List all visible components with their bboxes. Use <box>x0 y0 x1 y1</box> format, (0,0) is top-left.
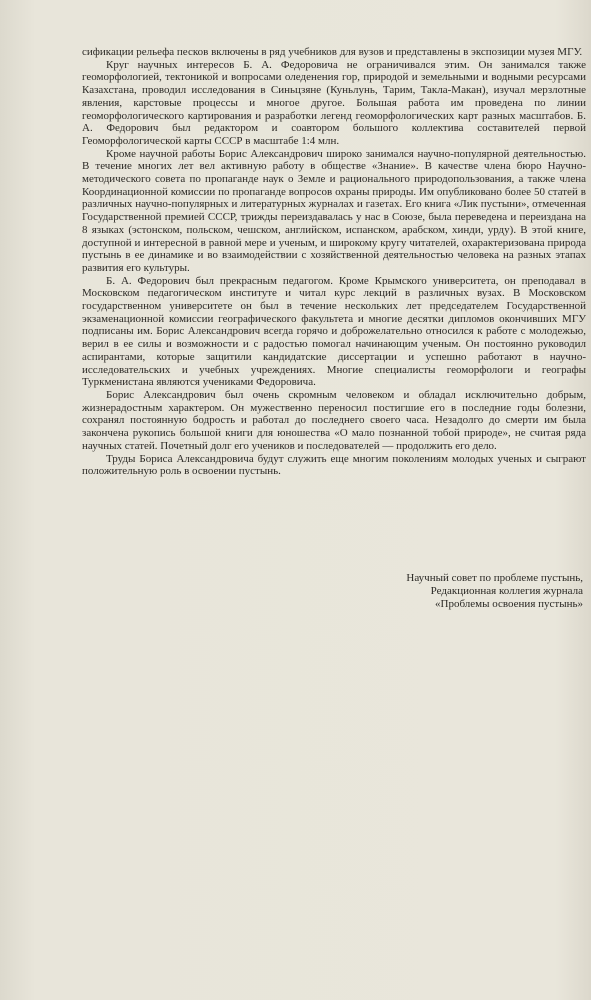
paragraph-popular-science: Кроме научной работы Борис Александрович широко занимался научно-популярной деятельностью. В течение многих лет вел активную работу в обществе «Знание». В качестве члена бюро Научно-методического совета по пропаганде наук о Земле и рационального природопользования, а также члена Координационной комиссии по пропаганде вопросов охраны природы. Им опубликовано более 50 статей в различных научно-популярных и литературных журналах и газетах. Его книга «Лик пустыни», отмеченная Государственной премией СССР, трижды переиздавалась у нас в Союзе, была переведена и переиздана на 8 языках (эстонском, польском, чешском, английском, испанском, арабском, хинди, урду). В этой книге, доступной и интересной в равной мере и ученым, и широкому кругу читателей, охарактеризована природа пустынь в ее динамике и во взаимодействии с хозяйственной деятельностью человека на разных этапах развития его культуры. <box>82 147 586 274</box>
signature-line-editorial: Редакционная коллегия журнала <box>430 585 583 597</box>
article-body <box>82 46 586 478</box>
paragraph-research-interests: Круг научных интересов Б. А. Федоровича не ограничивался этим. Он занимался также геоморфологией, тектоникой и вопросами оледенения гор, природой и земельными и водными ресурсами Казахстана, проводил исследования в Синьцзяне (Куньлунь, Тарим, Такла-Макан), изучал мерзлотные явления, карстовые процессы и многое другое. Большая работа им проведена по линии геоморфологического картирования и разработки легенд геоморфологических карт разных масштабов. Б. А. Федорович был редактором и соавтором большого коллектива составителей первой Геоморфологической карты СССР в масштабе 1:4 млн. <box>82 58 586 147</box>
signature-block <box>406 572 583 611</box>
paragraph-teaching: Б. А. Федорович был прекрасным педагогом. Кроме Крымского университета, он преподавал в Московском педагогическом институте и читал курс лекций в различных вузах. В Московском государственном университете он был в течение нескольких лет председателем Государственной экзаменационной комиссии географического факультета и многие десятки дипломов окончивших МГУ подписаны им. Борис Александрович всегда горячо и доброжелательно относился к работе с молодежью, верил в ее силы и возможности и с радостью помогал начинающим ученым. Он постоянно руководил аспирантами, которые защитили кандидатские диссертации и успешно работают в научно-исследовательских и учебных учреждениях. Многие специалисты геоморфологи и географы Туркменистана являются учениками Федоровича. <box>82 274 586 389</box>
paragraph-continuation: сификации рельефа песков включены в ряд учебников для вузов и представлены в экспозиции музея МГУ. <box>82 46 583 58</box>
signature-line-journal: «Проблемы освоения пустынь» <box>435 598 583 610</box>
signature-line-council: Научный совет по проблеме пустынь, <box>406 572 583 584</box>
paragraph-character: Борис Александрович был очень скромным человеком и обладал исключительно добрым, жизнерадостным характером. Он мужественно переносил постигшие его в последние годы болезни, сохранял постоянную бодрость и работал до последнего своего часа. Незадолго до смерти им была закончена рукопись большой книги для юношества «О мало познанной тобой природе», не считая ряда научных статей. Почетный долг его учеников и последователей — продолжить его дело. <box>82 388 586 452</box>
paragraph-legacy: Труды Бориса Александровича будут служить еще многим поколениям молодых ученых и сыграют положительную роль в освоении пустынь. <box>82 452 586 478</box>
